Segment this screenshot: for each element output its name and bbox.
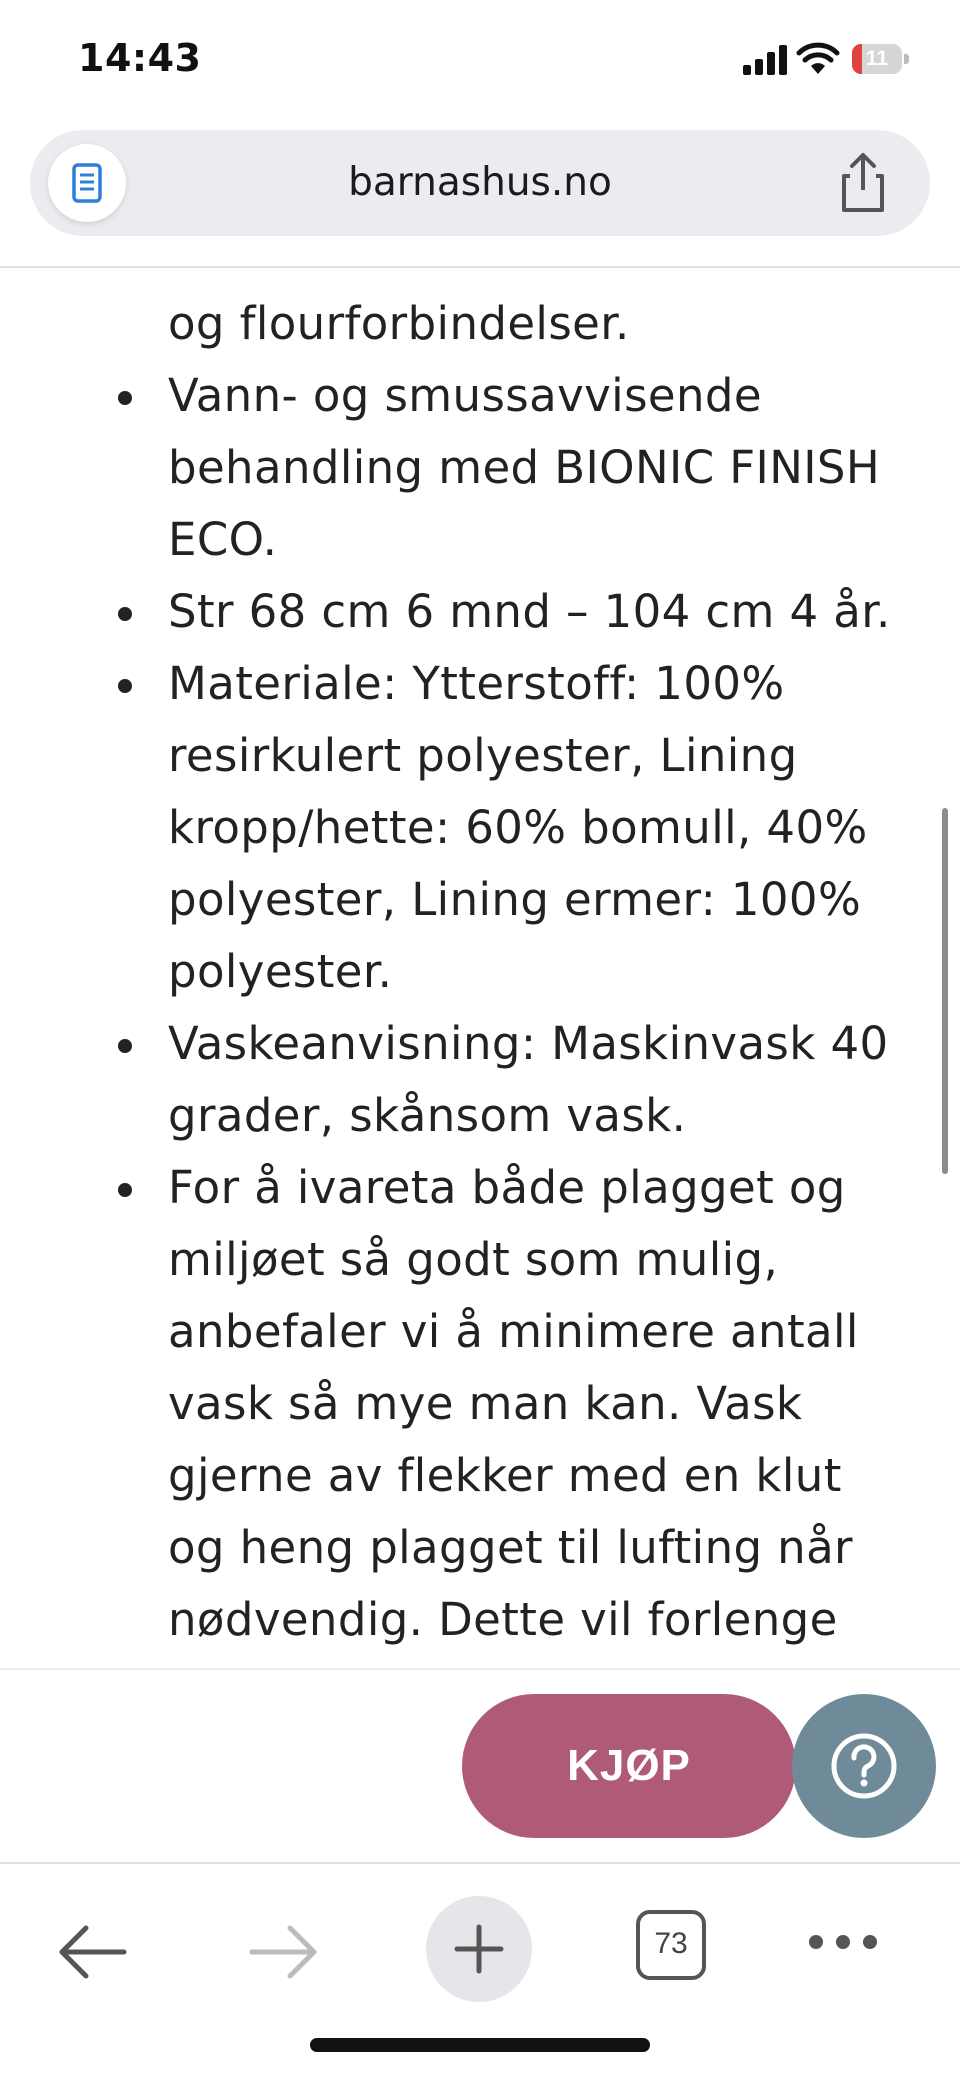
bullet-icon — [118, 391, 132, 405]
bullet-icon — [118, 1039, 132, 1053]
home-indicator — [310, 2038, 650, 2052]
description-line: grader, skånsom vask. — [168, 1089, 687, 1142]
content-divider — [0, 1668, 960, 1670]
url-text[interactable]: barnashus.no — [348, 160, 612, 205]
share-button[interactable] — [830, 150, 896, 216]
tabs-button[interactable] — [636, 1910, 706, 1980]
tabs-count: 73 — [654, 1927, 688, 1960]
description-line: resirkulert polyester, Lining — [168, 729, 798, 782]
description-line: ECO. — [168, 513, 278, 566]
description-line: For å ivareta både plagget og — [168, 1161, 846, 1214]
new-tab-button[interactable] — [426, 1896, 532, 2002]
status-bar — [0, 0, 960, 120]
plus-icon — [453, 1923, 505, 1975]
help-button[interactable] — [792, 1694, 936, 1838]
bullet-icon — [118, 679, 132, 693]
description-line: polyester. — [168, 945, 393, 998]
buy-button[interactable]: KJØP — [462, 1694, 796, 1838]
description-line: og heng plagget til lufting når — [168, 1521, 853, 1574]
product-description — [0, 268, 960, 1668]
back-button[interactable] — [56, 1924, 128, 1984]
description-line: og flourforbindelser. — [168, 297, 630, 350]
battery-level: 11 — [865, 47, 889, 70]
description-line: polyester, Lining ermer: 100% — [168, 873, 862, 926]
description-line: Vaskeanvisning: Maskinvask 40 — [168, 1017, 889, 1070]
description-line: Vann- og smussavvisende — [168, 369, 762, 422]
status-time: 14:43 — [78, 36, 202, 80]
help-question-icon — [830, 1732, 898, 1800]
description-line: Str 68 cm 6 mnd – 104 cm 4 år. — [168, 585, 891, 638]
share-icon — [830, 150, 896, 216]
description-line: nødvendig. Dette vil forlenge — [168, 1593, 838, 1646]
wifi-icon — [796, 42, 840, 76]
scrollbar[interactable] — [942, 808, 948, 1174]
description-line: behandling med BIONIC FINISH — [168, 441, 881, 494]
description-line: vask så mye man kan. Vask — [168, 1377, 803, 1430]
forward-arrow-icon — [248, 1924, 320, 1980]
back-arrow-icon — [56, 1924, 128, 1980]
more-button[interactable] — [808, 1934, 878, 1954]
description-line: gjerne av flekker med en klut — [168, 1449, 842, 1502]
cellular-signal-icon — [743, 45, 787, 75]
address-bar[interactable] — [30, 130, 930, 236]
bullet-icon — [118, 1183, 132, 1197]
forward-button[interactable] — [248, 1924, 320, 1984]
description-line: miljøet så godt som mulig, — [168, 1233, 779, 1286]
more-dots-icon — [808, 1934, 878, 1950]
bullet-icon — [118, 607, 132, 621]
battery-low-icon — [852, 44, 910, 74]
description-line: anbefaler vi å minimere antall — [168, 1305, 859, 1358]
description-line: kropp/hette: 60% bomull, 40% — [168, 801, 868, 854]
description-line: Materiale: Ytterstoff: 100% — [168, 657, 785, 710]
